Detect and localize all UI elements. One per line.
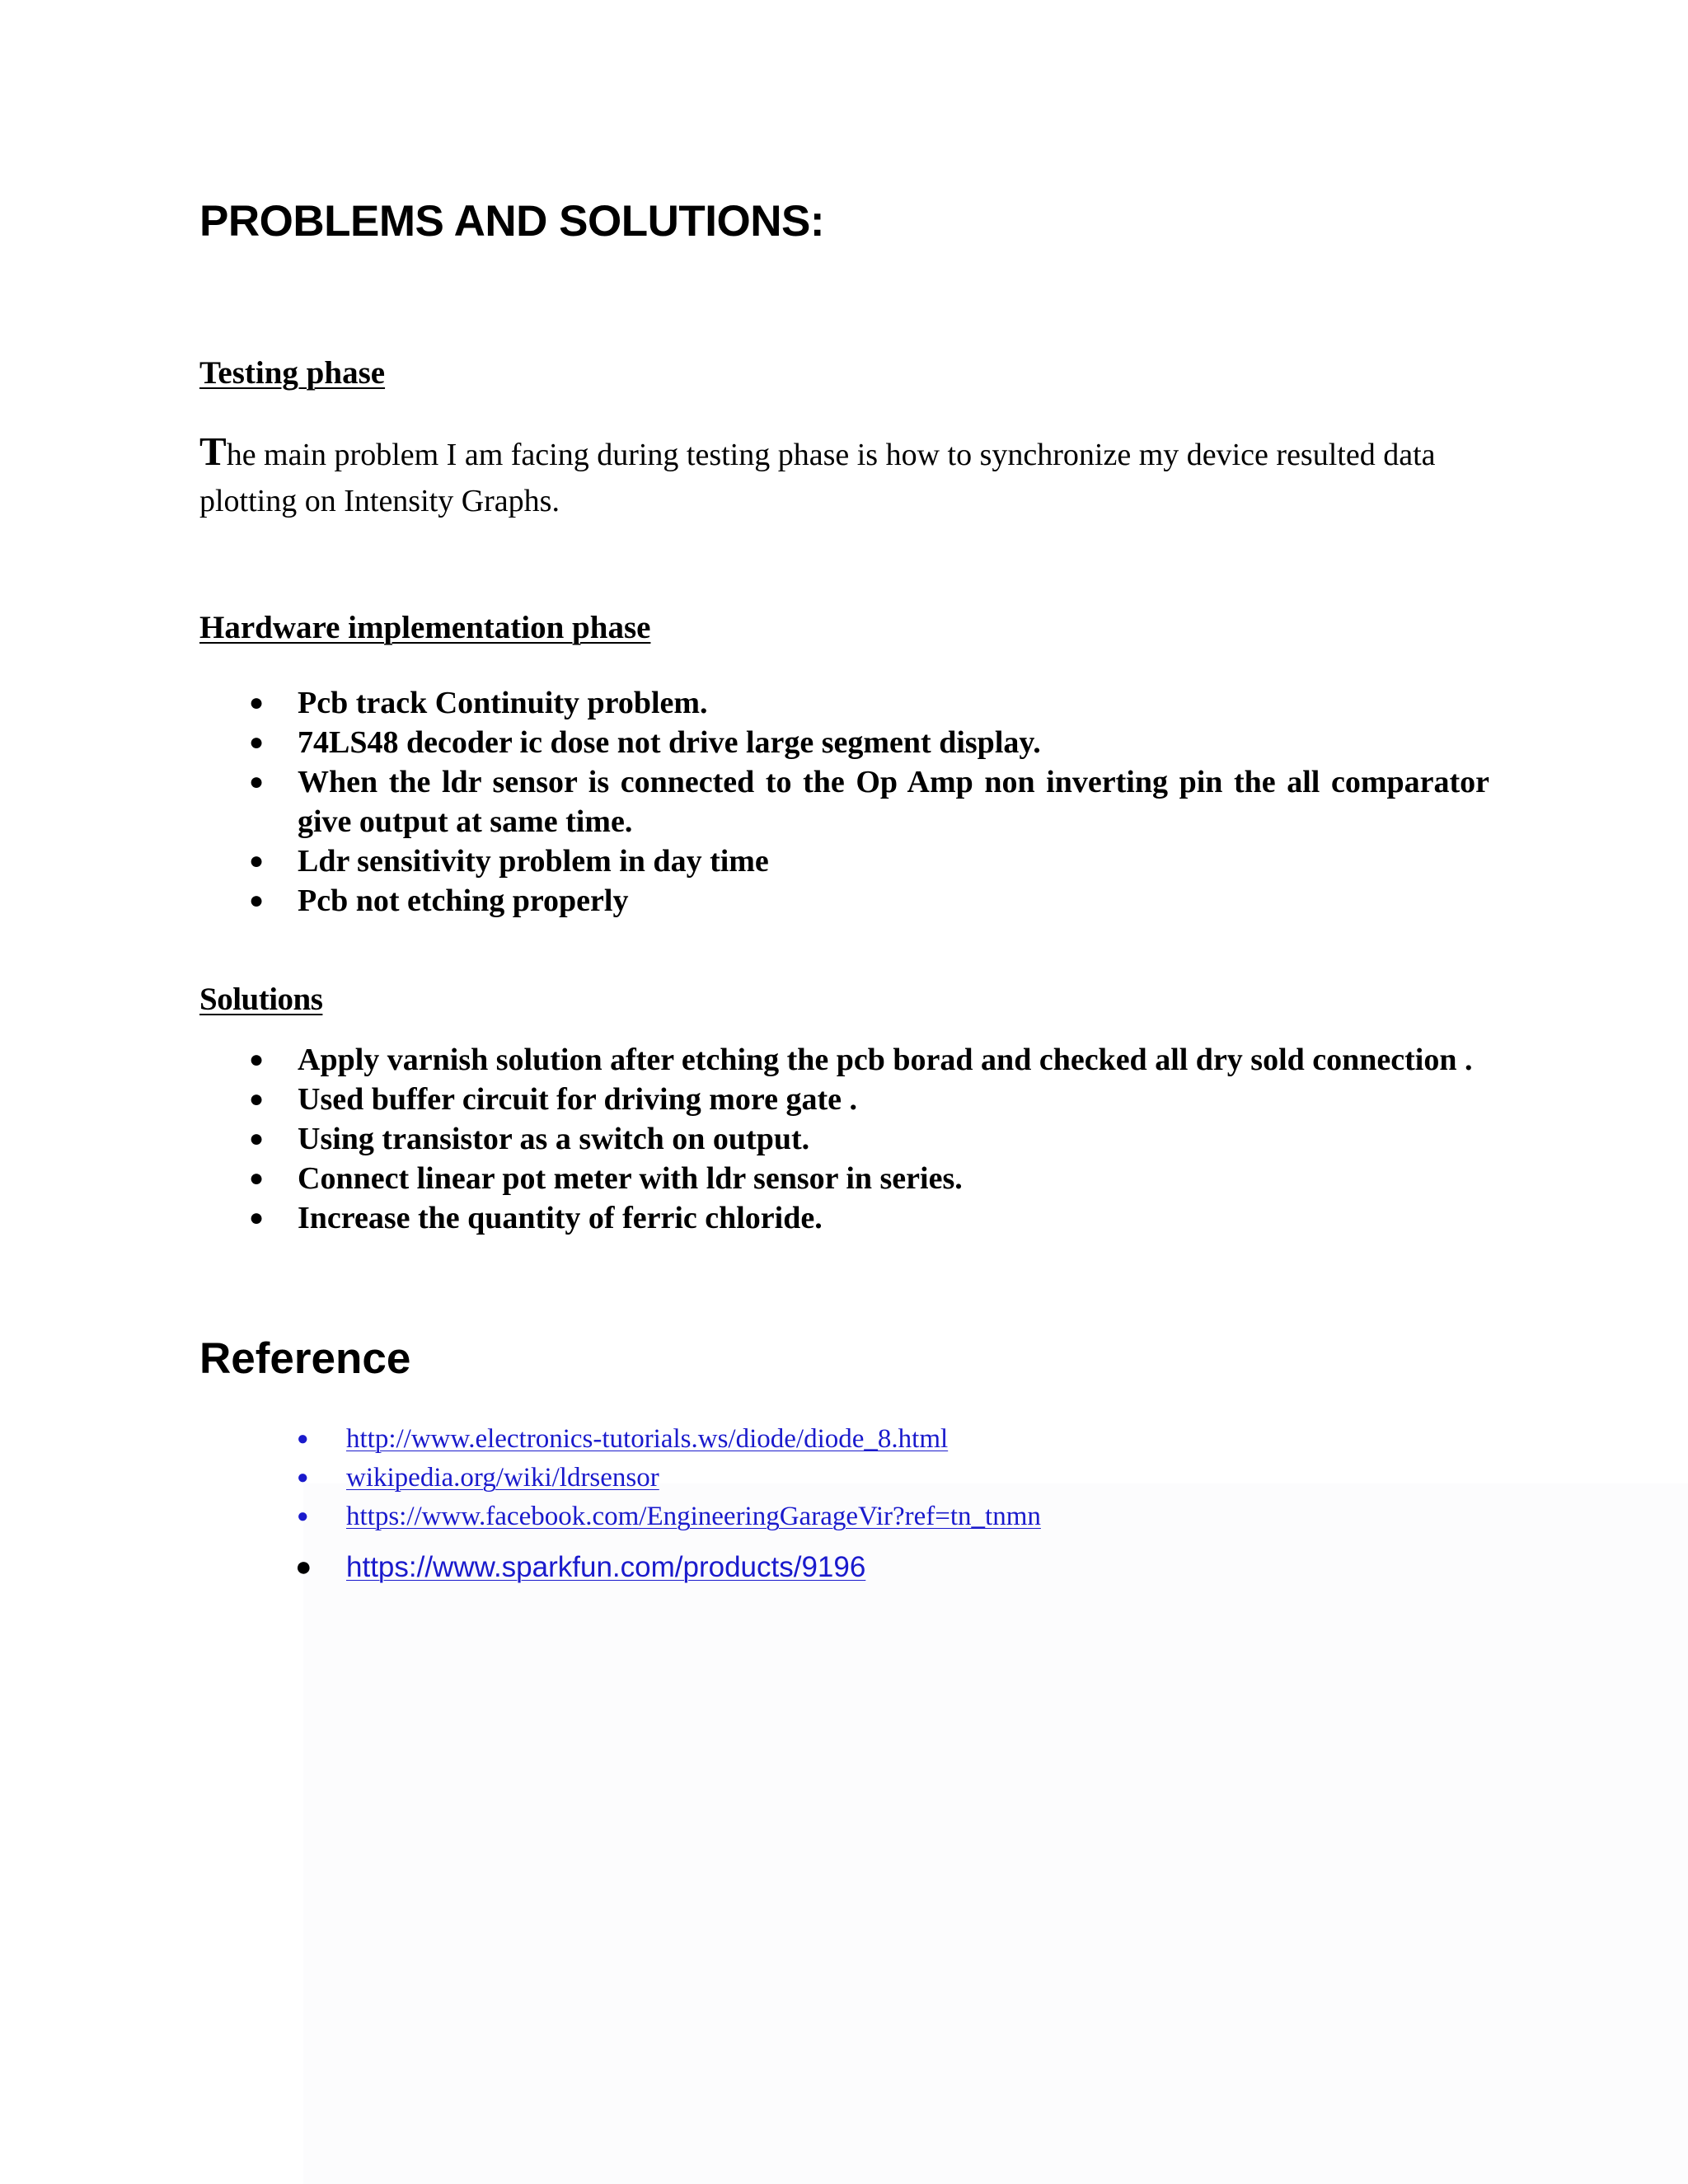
list-item (199, 841, 1489, 881)
hardware-phase-heading: Hardware implementation phase (199, 610, 651, 645)
reference-item (199, 1497, 1518, 1536)
bullet-icon: ● (249, 768, 265, 795)
solutions-heading: Solutions (199, 982, 323, 1017)
problems-list (199, 683, 1489, 921)
list-item-text: 74LS48 decoder ic dose not drive large segment display. (298, 725, 1041, 760)
reference-link-wikipedia[interactable]: wikipedia.org/wiki/ldrsensor (346, 1463, 659, 1493)
list-item-text: Using transistor as a switch on output. (298, 1122, 810, 1156)
reference-link-electronics-tutorials[interactable]: http://www.electronics-tutorials.ws/diode/diode_8.html (346, 1424, 949, 1454)
list-item-text: Apply varnish solution after etching the pcb borad and checked all dry sold connection . (298, 1043, 1473, 1077)
list-item-text: Ldr sensitivity problem in day time (298, 844, 769, 879)
list-item (199, 683, 1489, 723)
bullet-icon: ● (249, 887, 265, 914)
bullet-icon: ● (249, 689, 265, 716)
bullet-icon: ● (297, 1467, 309, 1488)
reference-item (199, 1459, 1518, 1497)
page-title: PROBLEMS AND SOLUTIONS: (199, 197, 824, 246)
bullet-icon: ● (249, 1085, 265, 1113)
reference-list (199, 1420, 1518, 1586)
list-item-text: Connect linear pot meter with ldr sensor in series. (298, 1161, 963, 1196)
reference-item (199, 1548, 1518, 1586)
bullet-icon: ● (249, 1125, 265, 1152)
list-item (199, 1198, 1489, 1238)
bullet-icon: ● (249, 729, 265, 756)
list-item-text: When the ldr sensor is connected to the Op Amp non inverting pin the all comparator give output at same time. (298, 765, 1489, 839)
reference-link-facebook[interactable]: https://www.facebook.com/EngineeringGarageVir?ref=tn_tnmn (346, 1502, 1041, 1531)
list-item (199, 1040, 1489, 1080)
page-shade (303, 1483, 1688, 2184)
dropcap-letter: T (199, 429, 227, 474)
reference-link-sparkfun[interactable]: https://www.sparkfun.com/products/9196 (346, 1551, 866, 1583)
list-item-text: Increase the quantity of ferric chloride. (298, 1201, 823, 1235)
bullet-icon: ● (249, 1165, 265, 1192)
list-item (199, 881, 1489, 921)
list-item (199, 762, 1489, 841)
bullet-icon: ● (297, 1428, 309, 1450)
bullet-icon: ● (249, 1046, 265, 1073)
bullet-icon: ● (295, 1551, 312, 1582)
list-item (199, 1119, 1489, 1159)
bullet-icon: ● (249, 847, 265, 874)
list-item (199, 1159, 1489, 1198)
list-item-text: Used buffer circuit for driving more gate . (298, 1082, 857, 1117)
bullet-icon: ● (249, 1204, 265, 1231)
reference-item (199, 1420, 1518, 1459)
reference-heading: Reference (199, 1334, 411, 1383)
list-item-text: Pcb not etching properly (298, 883, 629, 918)
bullet-icon: ● (297, 1506, 309, 1527)
testing-phase-heading: Testing phase (199, 355, 386, 391)
solutions-list (199, 1040, 1489, 1238)
list-item (199, 723, 1489, 762)
list-item-text: Pcb track Continuity problem. (298, 686, 708, 720)
testing-paragraph-text: he main problem I am facing during testing phase is how to synchronize my device resulted data plotting on Intensity Graphs. (199, 438, 1436, 518)
list-item (199, 1080, 1489, 1119)
testing-phase-paragraph (199, 429, 1493, 524)
